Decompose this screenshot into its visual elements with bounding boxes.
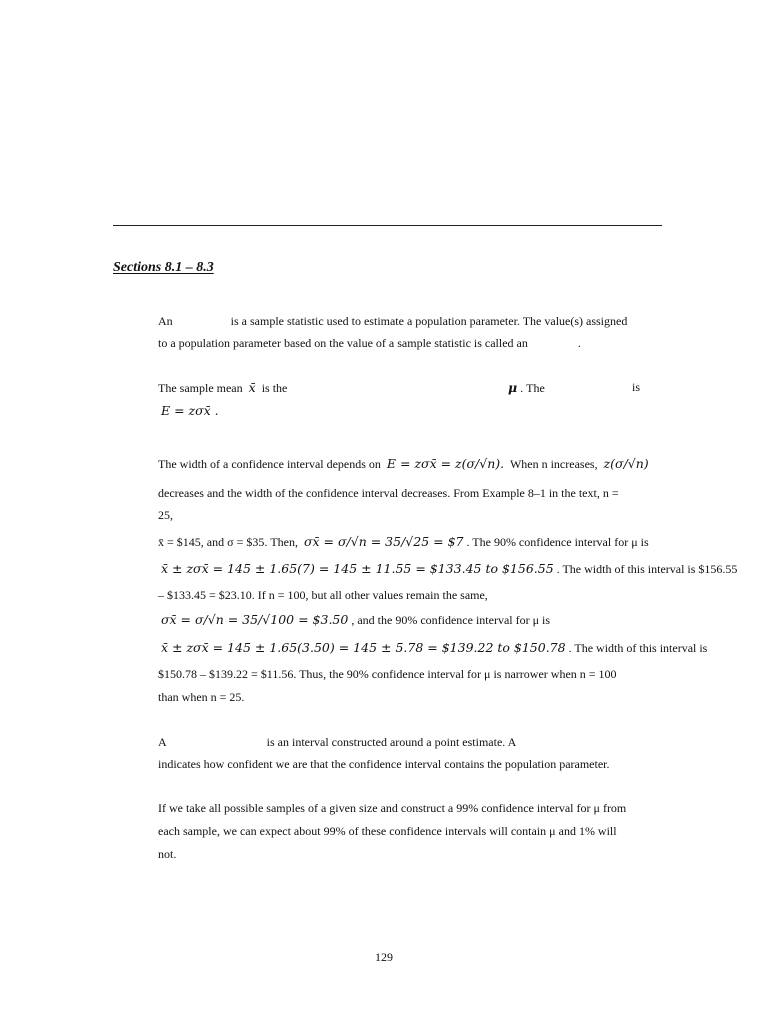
margin-of-error-formula: E = zσx̄ . bbox=[161, 403, 219, 418]
p1-text: An bbox=[158, 314, 173, 328]
p3-text: The width of a confidence interval depends on bbox=[158, 457, 381, 471]
page-number: 129 bbox=[375, 950, 393, 964]
p3-text: 25, bbox=[158, 508, 173, 522]
p3-line-5 bbox=[158, 561, 737, 577]
formula-sigma-xbar: σx̄ = σ/√n = 35/√25 = $7 bbox=[304, 534, 464, 549]
formula-std-error: z(σ/√n) bbox=[603, 456, 649, 471]
p2-text: is bbox=[632, 380, 641, 394]
p3-text: . The width of this interval is $156.55 bbox=[556, 562, 738, 576]
p1-text: is a sample statistic used to estimate a population parameter. The value(s) assigned bbox=[230, 314, 628, 328]
p5-line-1 bbox=[158, 800, 626, 816]
section-heading: Sections 8.1 – 8.3 bbox=[113, 260, 214, 275]
p4-text: A bbox=[158, 735, 167, 749]
p3-text: – $133.45 = $23.10. If n = 100, but all other values remain the same, bbox=[158, 588, 488, 602]
p3-line-8 bbox=[158, 640, 707, 656]
formula-interval-n100: x̄ ± zσx̄ = 145 ± 1.65(3.50) = 145 ± 5.78 = $139.22 to $150.78 bbox=[161, 640, 566, 655]
p5-line-2 bbox=[158, 823, 617, 839]
p3-line-6 bbox=[158, 587, 488, 603]
formula-interval-n25: x̄ ± zσx̄ = 145 ± 1.65(7) = 145 ± 11.55 = $133.45 to $156.55 bbox=[161, 561, 554, 576]
p1-line-2 bbox=[158, 335, 581, 351]
p5-text: not. bbox=[158, 847, 177, 861]
p4-line-2 bbox=[158, 756, 610, 772]
p2-text: . The bbox=[520, 381, 545, 395]
p3-text: When n increases, bbox=[509, 457, 598, 471]
p3-text: . The 90% confidence interval for μ is bbox=[466, 535, 649, 549]
p2-text: is the bbox=[261, 381, 288, 395]
p3-line-1 bbox=[158, 456, 652, 472]
p5-line-3 bbox=[158, 846, 176, 862]
p3-line-10 bbox=[158, 689, 244, 705]
p3-line-3 bbox=[158, 507, 173, 523]
p3-line-4 bbox=[158, 534, 649, 550]
xbar-symbol: x̄ bbox=[248, 380, 256, 395]
p3-text: , and the 90% confidence interval for μ is bbox=[351, 613, 551, 627]
p3-line-7 bbox=[158, 612, 550, 628]
p1-line-1 bbox=[158, 313, 627, 329]
p2-line-1b bbox=[505, 380, 545, 396]
mu-symbol: μ bbox=[508, 380, 518, 395]
p3-text: decreases and the width of the confidence interval decreases. From Example 8–1 in the text, n = bbox=[158, 486, 619, 500]
p5-text: each sample, we can expect about 99% of these confidence intervals will contain μ and 1% will bbox=[158, 824, 617, 838]
p3-text: x̄ = $145, and σ = $35. Then, bbox=[158, 535, 298, 549]
p1-text: . bbox=[577, 336, 581, 350]
section-divider bbox=[113, 225, 662, 226]
p2-text: The sample mean bbox=[158, 381, 243, 395]
p4-text: indicates how confident we are that the confidence interval contains the population parameter. bbox=[158, 757, 610, 771]
p1-text: to a population parameter based on the value of a sample statistic is called an bbox=[158, 336, 528, 350]
p3-line-9 bbox=[158, 666, 617, 682]
p5-text: If we take all possible samples of a given size and construct a 99% confidence interval for μ from bbox=[158, 801, 627, 815]
p2-line-1c bbox=[632, 380, 640, 395]
p4-line-1 bbox=[158, 734, 516, 750]
formula-sigma-xbar-n100: σx̄ = σ/√n = 35/√100 = $3.50 bbox=[161, 612, 349, 627]
p2-line-1a bbox=[158, 380, 287, 396]
p3-text: . The width of this interval is bbox=[568, 641, 708, 655]
p2-line-2 bbox=[158, 403, 222, 419]
p3-text: $150.78 – $139.22 = $11.56. Thus, the 90% confidence interval for μ is narrower when n = 100 bbox=[158, 667, 617, 681]
formula-error: E = zσx̄ = z(σ/√n). bbox=[386, 456, 505, 471]
p3-line-2 bbox=[158, 485, 619, 501]
p3-text: than when n = 25. bbox=[158, 690, 245, 704]
p4-text: is an interval constructed around a point estimate. A bbox=[266, 735, 517, 749]
